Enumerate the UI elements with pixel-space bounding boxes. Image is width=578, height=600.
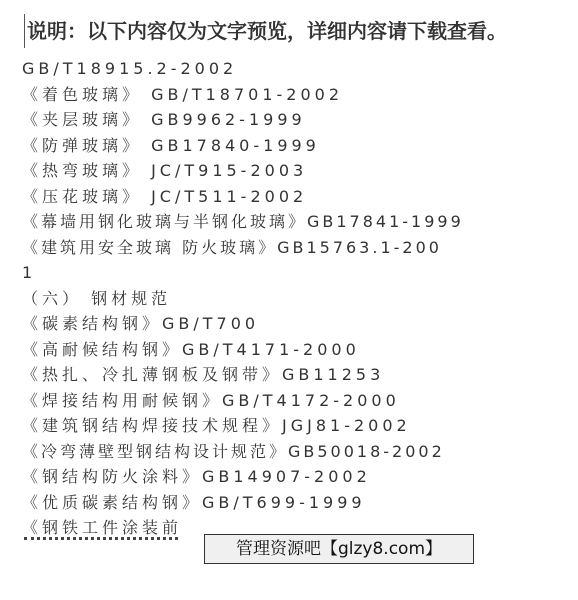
download-banner-link[interactable]: 管理资源吧【glzy8.com】: [204, 534, 474, 564]
document-body: [22, 56, 572, 541]
doc-line: 《建筑钢结构焊接技术规程》JGJ81-2002: [22, 416, 411, 435]
doc-line: 《冷弯薄壁型钢结构设计规范》GB50018-2002: [22, 441, 445, 461]
doc-line: 《热扎、冷扎薄钢板及钢带》GB11253: [22, 365, 385, 384]
doc-line: 《焊接结构用耐候钢》GB/T4172-2000: [22, 390, 400, 410]
doc-line: 《钢铁工件涂装前: [22, 518, 183, 537]
doc-line: 《热弯玻璃》 JC/T915-2003: [22, 161, 308, 180]
section-heading: （六） 钢材规范: [22, 288, 172, 308]
preview-notice: 说明：以下内容仅为文字预览，详细内容请下载查看。: [24, 14, 507, 48]
doc-line: 《防弹玻璃》 GB17840-1999: [22, 135, 320, 155]
doc-line: 1: [22, 263, 37, 282]
doc-line: 《幕墙用钢化玻璃与半钢化玻璃》GB17841-1999: [22, 212, 464, 231]
doc-line: 《建筑用安全玻璃 防火玻璃》GB15763.1-200: [22, 237, 442, 257]
doc-line: 《高耐候结构钢》GB/T4171-2000: [22, 339, 360, 359]
doc-line: 《着色玻璃》 GB/T18701-2002: [22, 84, 344, 104]
ellipsis-divider: [24, 533, 178, 540]
doc-line: 《优质碳素结构钢》GB/T699-1999: [22, 492, 366, 512]
doc-line: 《夹层玻璃》 GB9962-1999: [22, 110, 306, 129]
doc-line: 《压花玻璃》 JC/T511-2002: [22, 186, 308, 206]
doc-line: 《碳素结构钢》GB/T700: [22, 314, 260, 333]
doc-line: 《钢结构防火涂料》GB14907-2002: [22, 467, 371, 486]
doc-line: GB/T18915.2-2002: [22, 59, 238, 78]
